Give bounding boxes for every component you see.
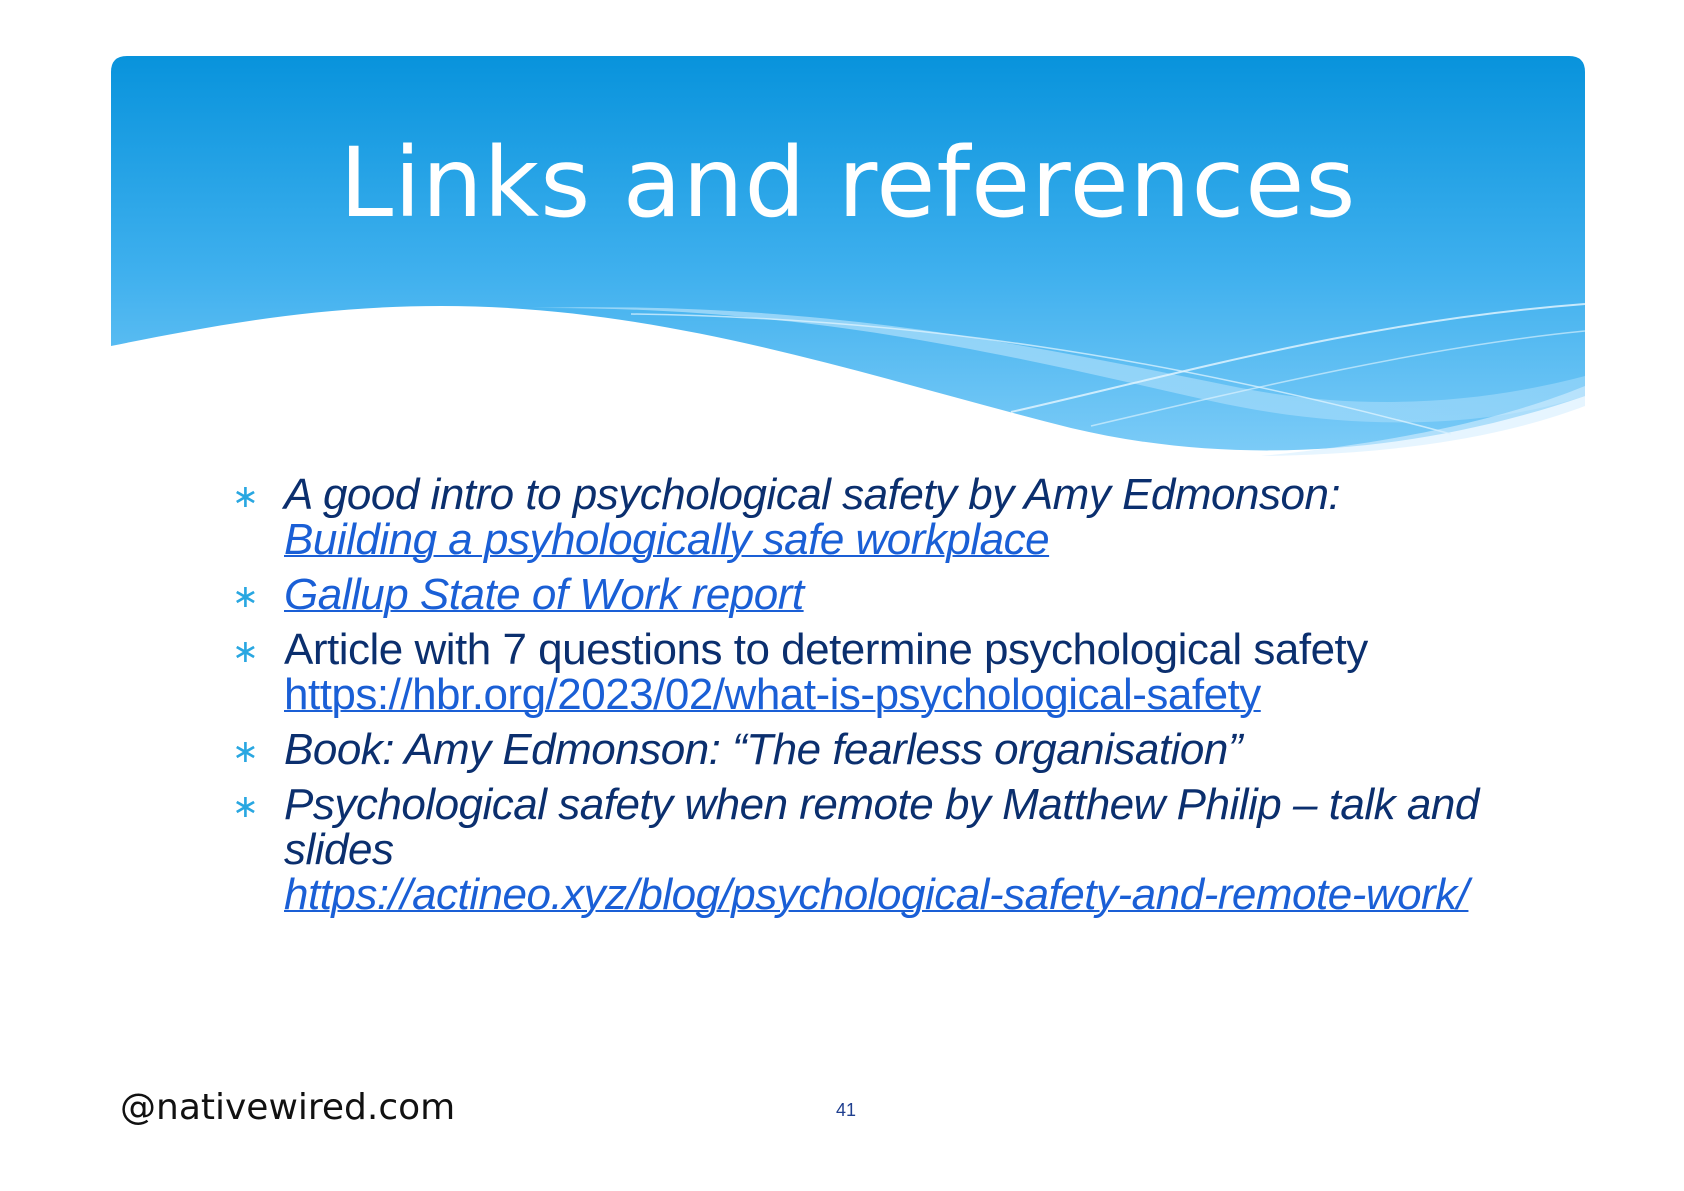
asterisk-bullet-icon: ∗: [232, 478, 259, 514]
item-text: A good intro to psychological safety by Amy Edmonson:: [284, 470, 1341, 519]
gallup-report-link[interactable]: Gallup State of Work report: [284, 570, 804, 619]
psych-safe-workplace-link[interactable]: Building a psyhologically safe workplace: [284, 515, 1050, 564]
list-item-hbr-article: [232, 627, 1482, 717]
asterisk-bullet-icon: ∗: [232, 578, 259, 614]
list-item-edmonson-intro: [232, 472, 1482, 562]
item-text: Book: Amy Edmonson: “The fearless organisation”: [284, 725, 1242, 774]
footer-handle: @nativewired.com: [120, 1087, 456, 1128]
slide-header-banner: [111, 56, 1585, 456]
reference-list: [232, 472, 1482, 927]
slide-title: Links and references: [339, 127, 1357, 239]
asterisk-bullet-icon: ∗: [232, 633, 259, 669]
page-number: 41: [836, 1100, 857, 1120]
list-item-remote-talk: [232, 782, 1482, 917]
actineo-blog-link[interactable]: https://actineo.xyz/blog/psychological-safety-and-remote-work/: [284, 870, 1469, 919]
hbr-article-link[interactable]: https://hbr.org/2023/02/what-is-psychological-safety: [284, 670, 1261, 719]
list-item-gallup: [232, 572, 1482, 617]
item-text: Article with 7 questions to determine psychological safety: [284, 625, 1368, 674]
list-item-fearless-book: [232, 727, 1482, 772]
wave-banner-graphic: [111, 56, 1585, 456]
item-text: Psychological safety when remote by Matthew Philip – talk and slides: [284, 780, 1479, 874]
asterisk-bullet-icon: ∗: [232, 733, 259, 769]
asterisk-bullet-icon: ∗: [232, 788, 259, 824]
